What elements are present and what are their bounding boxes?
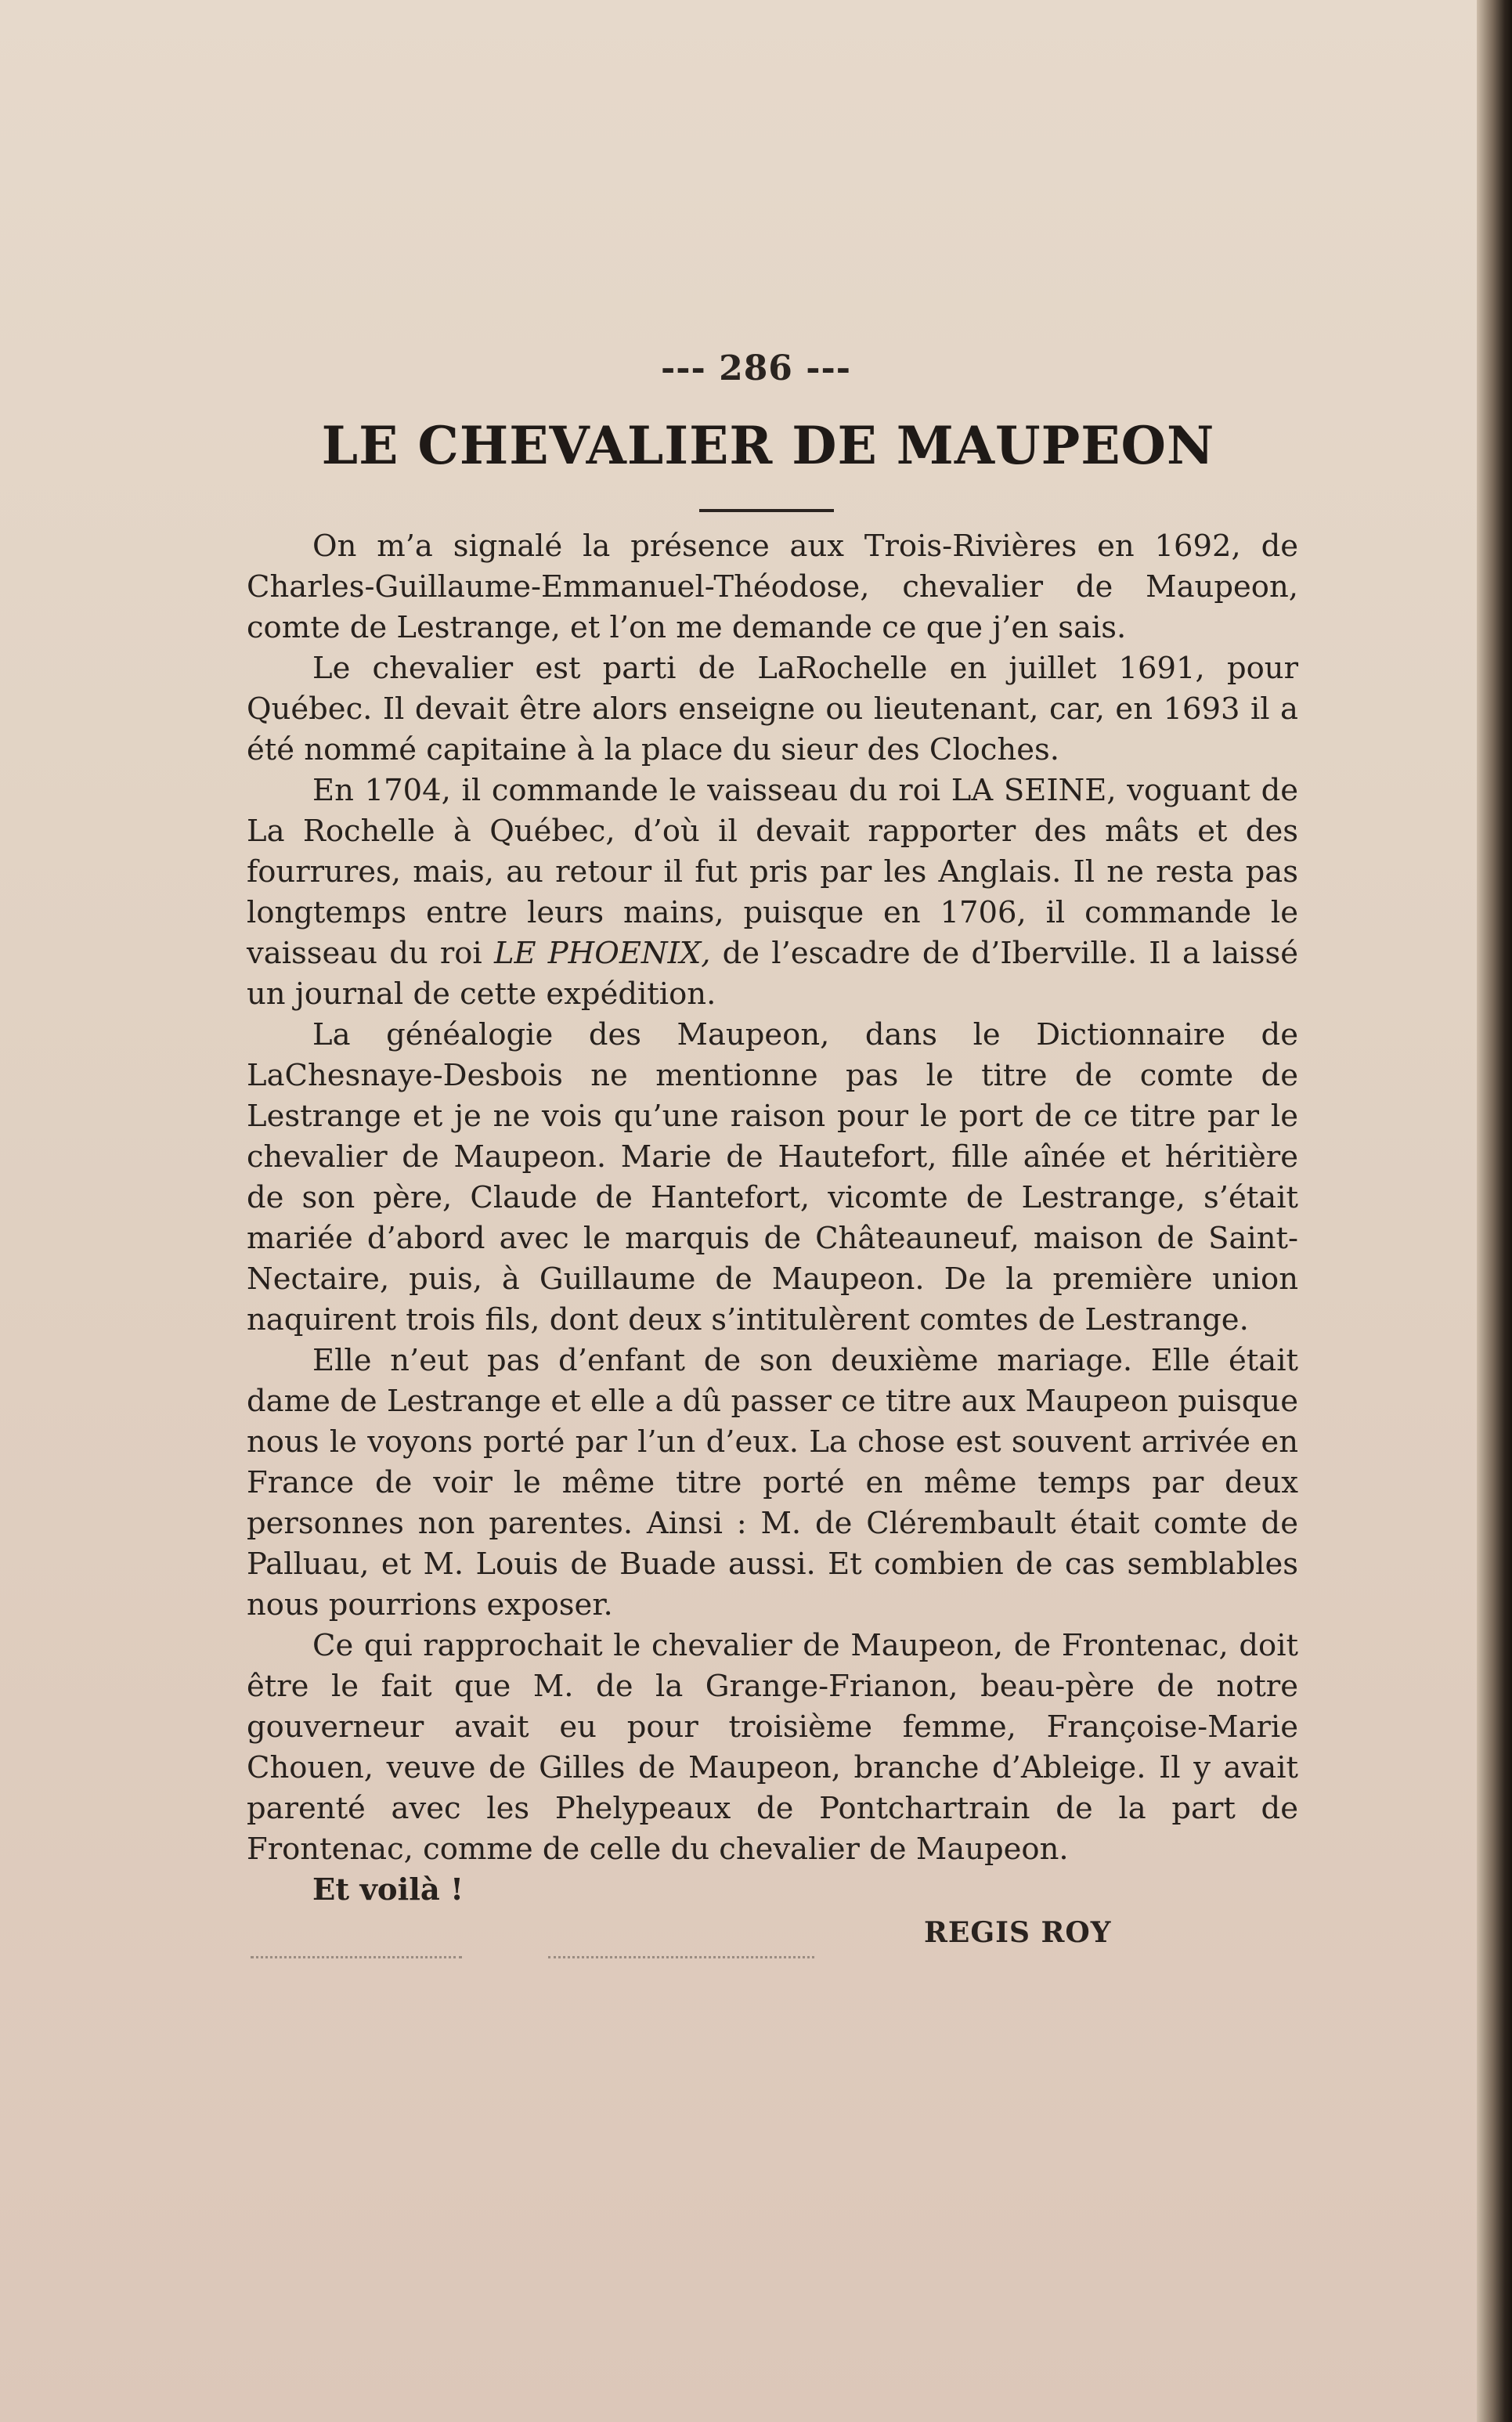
ship-name-italic: LE PHOENIX,	[493, 936, 711, 971]
paragraph-4: La généalogie des Maupeon, dans le Dictionnaire de LaChesnaye-Desbois ne mentionne pas le titre de comte de Lestrange et je ne vois qu’une raison pour le port de ce titre par le chevalier de Maupeon. Marie de Hautefort, fille aînée et héritière de son père, Claude de Hantefort, vicomte de Lestrange, s’était mariée d’abord avec le marquis de Châteauneuf, maison de Saint-Nectaire, puis, à Guillaume de Maupeon. De la première union naquirent trois fils, dont deux s’intitulèrent comtes de Lestrange.	[247, 1017, 1298, 1337]
paragraph-3-text-b: de l’escadre de d’Iberville. Il a laissé un journal de cette expédition.	[247, 936, 1298, 1012]
article-body	[247, 526, 1298, 1911]
paragraph-3-text-a: En 1704, il commande le vaisseau du roi LA SEINE, voguant de La Rochelle à Québec, d’où il devait rapporter des mâts et des fourrures, mais, au retour il fut pris par les Anglais. Il ne resta pas longtemps entre leurs mains, puisque en 1706, il commande le vaisseau du roi	[247, 773, 1298, 971]
paragraph-3	[247, 771, 1298, 1015]
paragraph-6: Ce qui rapprochait le chevalier de Maupeon, de Frontenac, doit être le fait que M. de la Grange-Frianon, beau-père de notre gouverneur avait eu pour troisième femme, Françoise-Marie Chouen, veuve de Gilles de Maupeon, branche d’Ableige. Il y avait parenté avec les Phelypeaux de Pontchartrain de la part de Frontenac, comme de celle du chevalier de Maupeon.	[247, 1628, 1298, 1867]
closing-line: Et voilà !	[312, 1872, 464, 1908]
paragraph-5: Elle n’eut pas d’enfant de son deuxième mariage. Elle était dame de Lestrange et elle a dû passer ce titre aux Maupeon puisque nous le voyons porté par l’un d’eux. La chose est souvent arrivée en France de voir le même titre porté en même temps par deux personnes non parentes. Ainsi : M. de Clérembault était comte de Palluau, et M. Louis de Buade aussi. Et combien de cas semblables nous pourrions exposer.	[247, 1343, 1298, 1622]
ink-smudge-middle	[548, 1950, 814, 1958]
page-number: --- 286 ---	[660, 348, 852, 388]
title-divider	[699, 509, 834, 512]
paragraph-1: On m’a signalé la présence aux Trois-Rivières en 1692, de Charles-Guillaume-Emmanuel-Théodose, chevalier de Maupeon, comte de Lestrange, et l’on me demande ce que j’en sais.	[247, 529, 1298, 645]
ink-smudge-left	[251, 1950, 462, 1958]
paragraph-2: Le chevalier est parti de LaRochelle en juillet 1691, pour Québec. Il devait être alors enseigne ou lieutenant, car, en 1693 il a été nommé capitaine à la place du sieur des Cloches.	[247, 651, 1298, 767]
article-title: LE CHEVALIER DE MAUPEON	[321, 415, 1215, 476]
author-signature: REGIS ROY	[924, 1916, 1112, 1949]
